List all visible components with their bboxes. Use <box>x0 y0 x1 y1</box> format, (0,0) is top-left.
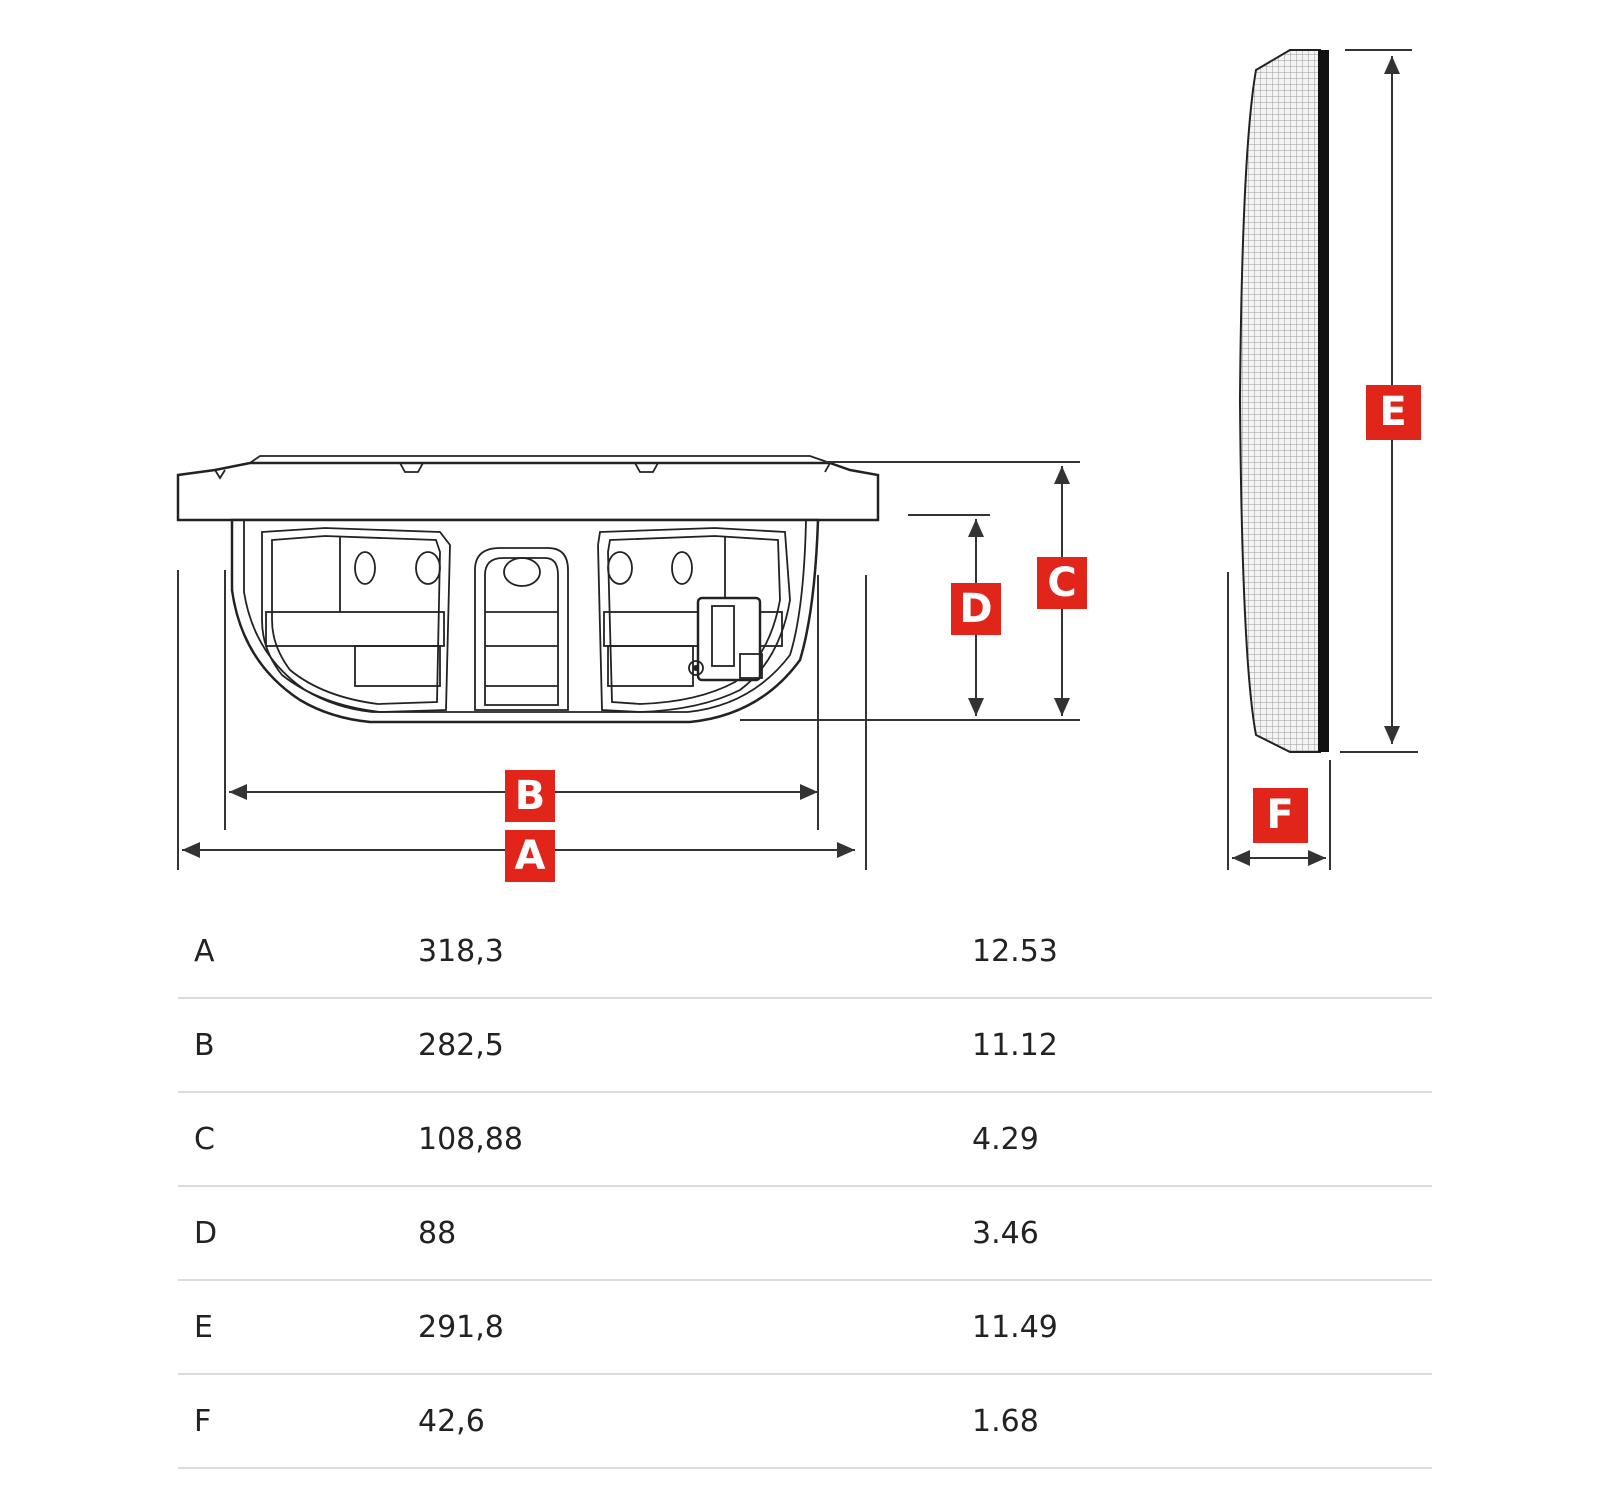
svg-text:C: C <box>1047 560 1077 606</box>
extension-lines <box>178 50 1418 870</box>
value-in: 3.46 <box>956 1186 1432 1280</box>
value-mm: 291,8 <box>402 1280 956 1374</box>
value-in: 11.49 <box>956 1280 1432 1374</box>
callout-d <box>951 583 1001 635</box>
callout-f <box>1253 788 1308 843</box>
row-label: F <box>178 1374 402 1468</box>
svg-text:B: B <box>514 773 546 819</box>
speaker-flange <box>178 463 878 520</box>
dimensions-table <box>178 905 1432 1469</box>
grille-surface <box>1240 50 1320 752</box>
row-label: A <box>178 905 402 998</box>
row-label: B <box>178 998 402 1092</box>
value-in: 11.12 <box>956 998 1432 1092</box>
row-label: C <box>178 1092 402 1186</box>
callout-b <box>505 770 555 822</box>
table-row <box>178 1092 1432 1186</box>
callout-e <box>1366 385 1421 440</box>
value-mm: 282,5 <box>402 998 956 1092</box>
svg-text:E: E <box>1379 389 1407 435</box>
value-mm: 42,6 <box>402 1374 956 1468</box>
dimension-arrows <box>182 56 1392 858</box>
value-mm: 318,3 <box>402 905 956 998</box>
speaker-edge-view <box>1240 50 1329 752</box>
row-label: D <box>178 1186 402 1280</box>
value-mm: 108,88 <box>402 1092 956 1186</box>
table-row <box>178 1186 1432 1280</box>
table-row <box>178 1280 1432 1374</box>
value-mm: 88 <box>402 1186 956 1280</box>
value-in: 12.53 <box>956 905 1432 998</box>
table-row <box>178 998 1432 1092</box>
terminal-connector <box>689 598 762 680</box>
table-row <box>178 905 1432 998</box>
value-in: 1.68 <box>956 1374 1432 1468</box>
table-row <box>178 1374 1432 1468</box>
row-label: E <box>178 1280 402 1374</box>
value-in: 4.29 <box>956 1092 1432 1186</box>
svg-text:D: D <box>959 586 993 632</box>
svg-text:A: A <box>514 833 546 879</box>
svg-text:F: F <box>1266 792 1294 838</box>
callout-c <box>1037 557 1087 609</box>
speaker-side-view <box>178 456 878 722</box>
callout-a <box>505 830 555 882</box>
grille-rim <box>1318 50 1329 752</box>
